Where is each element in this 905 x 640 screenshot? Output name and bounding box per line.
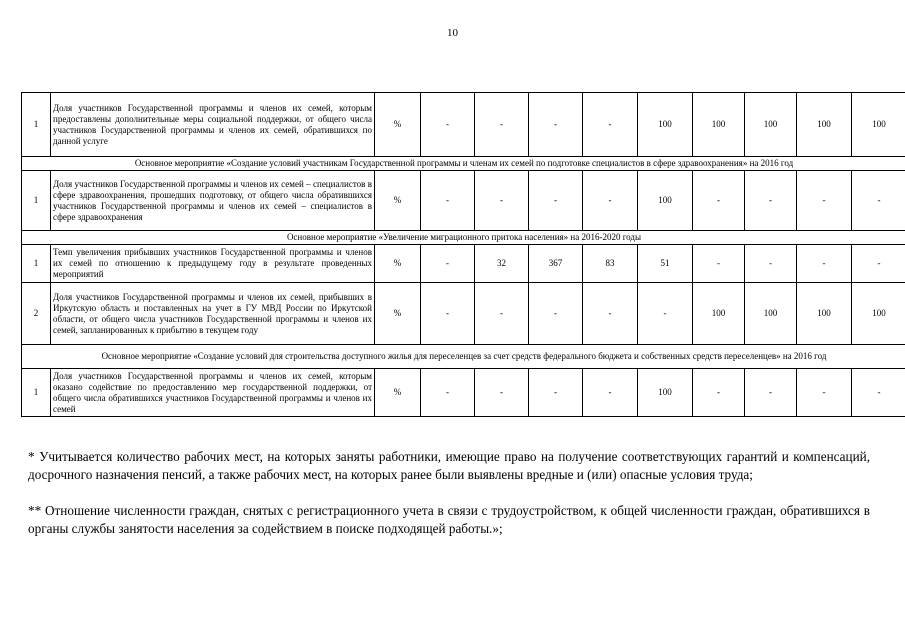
value-cell: - bbox=[529, 171, 583, 231]
indicators-table bbox=[21, 92, 905, 417]
indicator-description: Доля участников Государственной программы и членов их семей, прибывших в Иркутскую область и поставленных на учет в ГУ МВД России по Иркутской области, от общего числа участников Государственной программы и членов их семей, запланированных к прибытию в текущем году bbox=[51, 283, 375, 345]
value-cell: - bbox=[693, 245, 745, 283]
value-cell: - bbox=[745, 369, 797, 417]
section-row bbox=[22, 231, 905, 245]
value-cell: - bbox=[475, 93, 529, 157]
indicator-description: Доля участников Государственной программы и членов их семей, которым оказано содействие по предоставлению мер государственной поддержки, от общего числа обратившихся участников Государственной программы и членов их семей bbox=[51, 369, 375, 417]
section-title: Основное мероприятие «Создание условий участникам Государственной программы и членам их семей по подготовке специалистов в сфере здравоохранения» на 2016 год bbox=[22, 157, 905, 171]
unit-cell: % bbox=[375, 369, 421, 417]
value-cell: 100 bbox=[638, 93, 693, 157]
indicator-description: Темп увеличения прибывших участников Государственной программы и членов их семей по отношению к предыдущему году в результате проведенных мероприятий bbox=[51, 245, 375, 283]
value-cell: - bbox=[852, 369, 905, 417]
value-cell: - bbox=[745, 171, 797, 231]
value-cell: - bbox=[583, 283, 638, 345]
unit-cell: % bbox=[375, 245, 421, 283]
footnote-1: * Учитывается количество рабочих мест, на которых заняты работники, имеющие право на получение соответствующих гарантий и компенсаций, досрочного назначения пенсий, а также рабочих мест, на которых ранее были выявлены вредные и (или) опасные условия труда; bbox=[28, 449, 870, 482]
row-number: 2 bbox=[22, 283, 51, 345]
value-cell: 100 bbox=[638, 369, 693, 417]
value-cell: 100 bbox=[852, 93, 905, 157]
value-cell: - bbox=[583, 93, 638, 157]
table-row bbox=[22, 245, 905, 283]
value-cell: - bbox=[475, 171, 529, 231]
row-number: 1 bbox=[22, 171, 51, 231]
table-row bbox=[22, 369, 905, 417]
value-cell: 32 bbox=[475, 245, 529, 283]
value-cell: - bbox=[745, 245, 797, 283]
value-cell: - bbox=[693, 369, 745, 417]
value-cell: - bbox=[638, 283, 693, 345]
value-cell: 100 bbox=[745, 93, 797, 157]
table-row bbox=[22, 93, 905, 157]
indicator-description: Доля участников Государственной программы и членов их семей – специалистов в сфере здравоохранения, прошедших подготовку, от общего числа обратившихся участников Государственной программы и членов их семей – специалистов в сфере здравоохранения bbox=[51, 171, 375, 231]
section-row bbox=[22, 157, 905, 171]
value-cell: - bbox=[421, 171, 475, 231]
section-title: Основное мероприятие «Увеличение миграционного притока населения» на 2016-2020 годы bbox=[22, 231, 905, 245]
value-cell: 51 bbox=[638, 245, 693, 283]
value-cell: - bbox=[529, 369, 583, 417]
table-row bbox=[22, 283, 905, 345]
unit-cell: % bbox=[375, 171, 421, 231]
value-cell: - bbox=[475, 369, 529, 417]
value-cell: 367 bbox=[529, 245, 583, 283]
row-number: 1 bbox=[22, 93, 51, 157]
row-number: 1 bbox=[22, 369, 51, 417]
value-cell: - bbox=[421, 245, 475, 283]
value-cell: - bbox=[529, 283, 583, 345]
unit-cell: % bbox=[375, 93, 421, 157]
value-cell: 100 bbox=[797, 93, 852, 157]
value-cell: 83 bbox=[583, 245, 638, 283]
value-cell: 100 bbox=[693, 283, 745, 345]
indicator-description: Доля участников Государственной программы и членов их семей, которым предоставлены дополнительные меры социальной поддержки, от общего числа участников Государственной программы и членов их семей, обратившихся по данной услуге bbox=[51, 93, 375, 157]
value-cell: 100 bbox=[638, 171, 693, 231]
value-cell: 100 bbox=[852, 283, 905, 345]
value-cell: - bbox=[797, 245, 852, 283]
value-cell: - bbox=[583, 171, 638, 231]
value-cell: - bbox=[852, 171, 905, 231]
section-row bbox=[22, 345, 905, 369]
value-cell: 100 bbox=[745, 283, 797, 345]
value-cell: - bbox=[421, 369, 475, 417]
section-title: Основное мероприятие «Создание условий для строительства доступного жилья для переселенцев за счет средств федерального бюджета и собственных средств переселенцев» на 2016 год bbox=[22, 345, 905, 369]
unit-cell: % bbox=[375, 283, 421, 345]
value-cell: 100 bbox=[693, 93, 745, 157]
value-cell: 100 bbox=[797, 283, 852, 345]
value-cell: - bbox=[421, 283, 475, 345]
footnote-2: ** Отношение численности граждан, снятых с регистрационного учета в связи с трудоустройством, к общей численности граждан, обратившихся в органы службы занятости населения за содействием в поиске подходящей работы.»; bbox=[28, 503, 870, 536]
value-cell: - bbox=[797, 369, 852, 417]
value-cell: - bbox=[421, 93, 475, 157]
page-number: 10 bbox=[447, 27, 458, 39]
value-cell: - bbox=[693, 171, 745, 231]
table-row bbox=[22, 171, 905, 231]
value-cell: - bbox=[852, 245, 905, 283]
value-cell: - bbox=[475, 283, 529, 345]
value-cell: - bbox=[797, 171, 852, 231]
row-number: 1 bbox=[22, 245, 51, 283]
value-cell: - bbox=[583, 369, 638, 417]
value-cell: - bbox=[529, 93, 583, 157]
